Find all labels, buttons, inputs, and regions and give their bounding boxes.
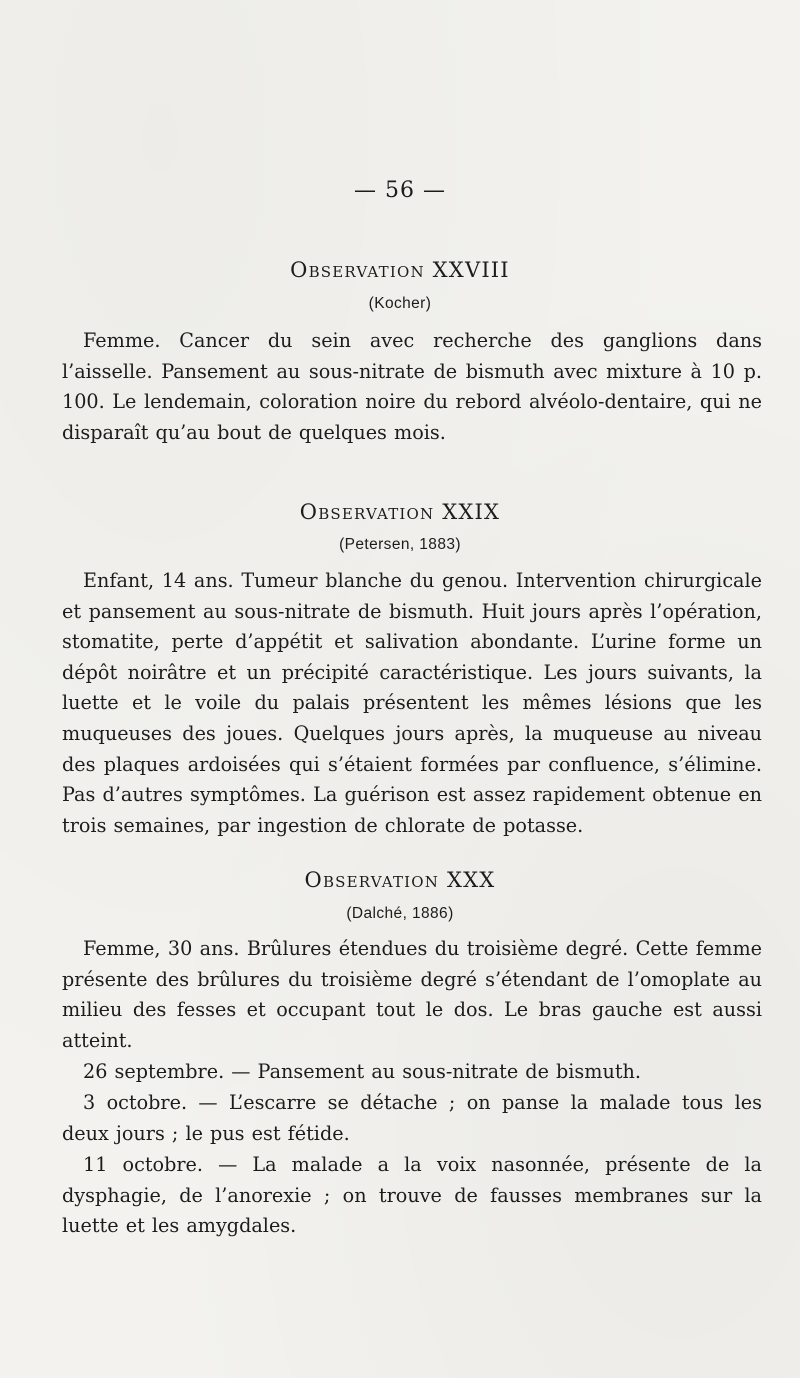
observation-heading: Observation XXVIII xyxy=(290,258,510,282)
observation-paragraph: 26 septembre. — Pansement au sous-nitrate de bismuth. xyxy=(83,1060,642,1083)
observation-source: (Kocher) xyxy=(368,295,432,312)
observation-paragraph: 3 octobre. — L’escarre se détache ; on panse la malade tous les deux jours ; le pus est fétide. xyxy=(62,1091,762,1145)
observation-paragraph: Femme, 30 ans. Brûlures étendues du troisième degré. Cette femme présente des brûlures du troisième degré s’étendant de l’omoplate au milieu des fesses et occupant tout le dos. Le bras gauche est aussi atteint. xyxy=(62,937,762,1052)
observation-heading: Observation XXX xyxy=(304,868,496,892)
observation-source: (Petersen, 1883) xyxy=(339,536,461,553)
page-number: — 56 — xyxy=(354,178,446,203)
observation-paragraph: Enfant, 14 ans. Tumeur blanche du genou. Intervention chirurgicale et pansement au sous-nitrate de bismuth. Huit jours après l’opération, stomatite, perte d’appétit et salivation abondante. L’urine forme un dépôt noirâtre et un précipité caractéristique. Les jours suivants, la luette et le voile du palais présentent les mêmes lésions que les muqueuses des joues. Quelques jours après, la muqueuse au niveau des plaques ardoisées qui s’étaient formées par confluence, s’élimine. Pas d’autres symptômes. La guérison est assez rapidement obtenue en trois semaines, par ingestion de chlorate de potasse. xyxy=(62,569,762,837)
observation-source: (Dalché, 1886) xyxy=(346,905,454,922)
observation-heading: Observation XXIX xyxy=(299,500,501,524)
observation-paragraph: 11 octobre. — La malade a la voix nasonnée, présente de la dysphagie, de l’anorexie ; on trouve de fausses membranes sur la luette et les amygdales. xyxy=(62,1153,762,1238)
observation-paragraph: Femme. Cancer du sein avec recherche des ganglions dans l’aisselle. Pansement au sous-nitrate de bismuth avec mixture à 10 p. 100. Le lendemain, coloration noire du rebord alvéolo-dentaire, qui ne disparaît qu’au bout de quelques mois. xyxy=(62,329,762,444)
